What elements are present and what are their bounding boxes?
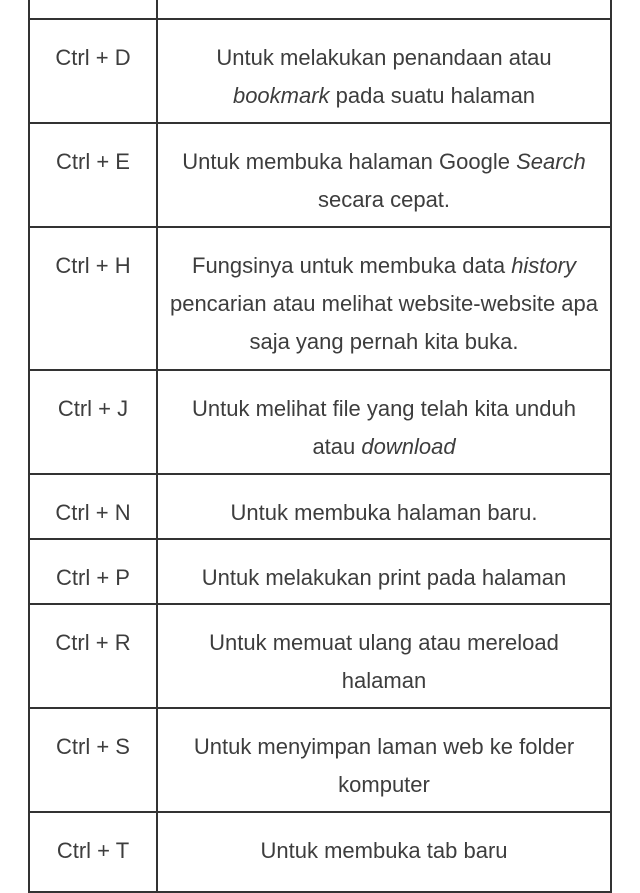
shortcut-key: Ctrl + H [29,227,157,370]
description-text: Untuk memuat ulang atau mereload halaman [209,630,559,693]
shortcut-description [157,812,611,892]
description-text: Untuk menyimpan laman web ke folder komputer [193,734,575,797]
shortcut-key: Ctrl + T [29,812,157,892]
shortcut-key: Ctrl + E [29,123,157,227]
table-row [29,474,611,539]
shortcut-description [157,539,611,604]
table-row [29,19,611,123]
description-text: Untuk melakukan print pada halaman [201,565,567,590]
description-text: Untuk membuka halaman Google [182,149,517,174]
table-row [29,370,611,474]
shortcut-description [157,370,611,474]
shortcut-key: Ctrl + P [29,539,157,604]
table-cell [29,0,157,19]
description-text: Untuk membuka tab baru [260,838,508,863]
table-row [29,812,611,892]
description-emphasis: download [361,434,456,459]
description-text: Untuk membuka halaman baru. [230,500,538,525]
description-emphasis: Search [516,149,586,174]
table-row [29,123,611,227]
shortcut-description [157,227,611,370]
description-text: Untuk melihat file yang telah kita unduh atau [191,396,576,459]
shortcut-key: Ctrl + R [29,604,157,708]
description-text: Untuk melakukan penandaan atau [216,45,552,70]
shortcut-key: Ctrl + J [29,370,157,474]
table-cell [157,0,611,19]
description-emphasis: history [511,253,576,278]
table-row [29,708,611,812]
shortcut-description [157,474,611,539]
table-row [29,539,611,604]
shortcut-key: Ctrl + D [29,19,157,123]
description-emphasis: bookmark [232,83,330,108]
description-text: secara cepat. [317,187,451,212]
table-row [29,227,611,370]
shortcut-key: Ctrl + S [29,708,157,812]
shortcut-description [157,123,611,227]
shortcut-description [157,604,611,708]
shortcut-key: Ctrl + N [29,474,157,539]
shortcut-table [28,0,612,893]
description-text: pada suatu halaman [329,83,536,108]
table-row [29,604,611,708]
shortcut-description [157,708,611,812]
description-text: Fungsinya untuk membuka data [192,253,512,278]
table-row [29,0,611,19]
shortcut-description [157,19,611,123]
description-text: pencarian atau melihat website-website apa saja yang pernah kita buka. [169,291,599,354]
